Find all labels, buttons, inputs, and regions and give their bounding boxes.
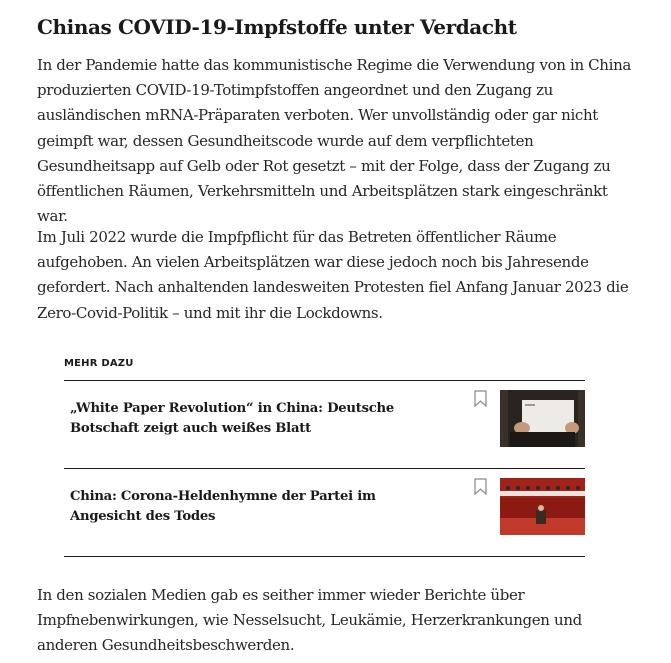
- related-label: MEHR DAZU: [64, 358, 134, 369]
- article-thumbnail[interactable]: [500, 478, 585, 535]
- related-articles: [64, 354, 585, 557]
- bookmark-icon[interactable]: [474, 478, 487, 495]
- related-article-title[interactable]: China: Corona-Heldenhymne der Partei im Angesicht des Todes: [70, 489, 376, 524]
- paragraph: In der Pandemie hatte das kommunistische Regime die Verwendung von in China produzierten COVID-19-Totimpfstoffen angeordnet und den Zugang zu ausländischen mRNA-Präparaten verboten. Wer unvollständig oder gar nicht geimpft war, dessen Gesundheitscode wurde auf dem verpflichteten Gesundheitsapp auf Gelb oder Rot gesetzt – mit der Folge, dass der Zugang zu öffentlichen Räumen, Verkehrsmitteln und Arbeitsplätzen stark eingeschränkt war.: [37, 56, 631, 226]
- paragraph: Im Juli 2022 wurde die Impfpflicht für das Betreten öffentlicher Räume aufgehoben. An vielen Arbeitsplätzen war diese jedoch noch bis Jahresende gefordert. Nach anhaltenden landesweiten Protesten fiel Anfang Januar 2023 die Zero-Covid-Politik – und mit ihr die Lockdowns.: [37, 228, 629, 322]
- related-article-title[interactable]: „White Paper Revolution“ in China: Deutsche Botschaft zeigt auch weißes Blatt: [70, 401, 395, 436]
- related-article-item[interactable]: [64, 469, 585, 557]
- paragraph: In den sozialen Medien gab es seither immer wieder Berichte über Impfnebenwirkungen, wie Nesselsucht, Leukämie, Herzerkrankungen und anderen Gesundheitsbeschwerden.: [37, 586, 582, 655]
- section-heading: Chinas COVID-19-Impfstoffe unter Verdacht: [37, 15, 517, 39]
- related-article-item[interactable]: [64, 381, 585, 469]
- article-thumbnail[interactable]: [500, 390, 585, 447]
- bookmark-icon[interactable]: [474, 390, 487, 407]
